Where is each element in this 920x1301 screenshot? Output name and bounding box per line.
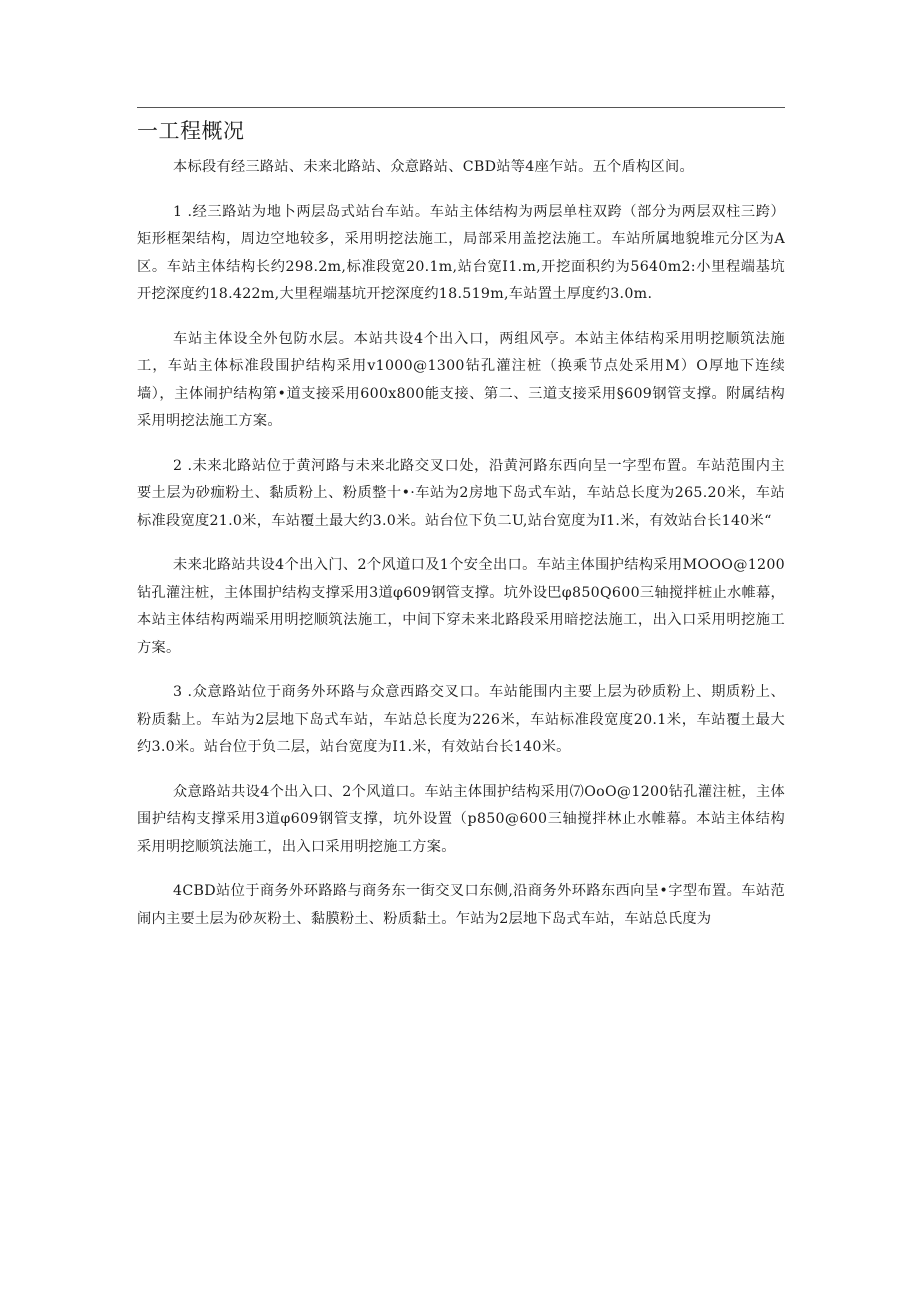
paragraph-station-3-detail: 众意路站共设4个出入口、2个风道口。车站主体围护结构采用⑺OoO@1200钻孔灌注桩，主体围护结构支撑采用3道φ609钢管支撑，坑外设置（p850@600三轴搅拌林止水帷幕。本站主体结构采用明挖顺筑法施工，出入口采用明挖施工方案。 <box>137 783 785 855</box>
document-body <box>137 154 785 950</box>
paragraph-station-2-detail: 未来北路站共设4个出入门、2个风道口及1个安全出口。车站主体围护结构采用MOOO@1200钻孔灌注桩，主体围护结构支撑采用3道φ609钢管支撑。坑外设巴φ850Q600三轴搅拌桩止水帷幕，本站主体结构两端采用明挖顺筑法施工，中间下穿未来北路段采用暗挖法施工，出入口采用明挖施工方案。 <box>137 557 785 656</box>
paragraph-station-3: 3 .众意路站位于商务外环路与众意西路交叉口。车站能围内主要上层为砂质粉上、期质粉上、粉质黏上。车站为2层地下岛式车站，车站总长度为226米，车站标准段宽度20.1米，车站覆土最大约3.0米。站台位于负二层，站台宽度为I1.米，有效站台长140米。 <box>137 684 785 755</box>
paragraph-intro: 本标段有经三路站、未来北路站、众意路站、CBD站等4座乍站。五个盾构区间。 <box>173 159 694 175</box>
header-rule <box>137 107 785 108</box>
paragraph-station-4: 4CBD站位于商务外环路路与商务东一街交叉口东侧,沿商务外环路东西向呈•字型布置。车站范闹内主要土层为砂灰粉土、黏膜粉土、粉质黏土。乍站为2层地下岛式车站，车站总氏度为 <box>137 883 785 927</box>
paragraph-station-1-detail: 车站主体设全外包防水层。本站共设4个出入口，两组风亭。本站主体结构采用明挖顺筑法施工，车站主体标准段围护结构采用v1000@1300钻孔灌注桩（换乘节点处采用M）O厚地下连续墙），主体闹护结构第•道支接采用600x800能支接、第二、三道支接采用§609钢管支撑。附属结构采用明挖法施工方案。 <box>137 330 785 429</box>
paragraph-station-2: 2 .未来北路站位于黄河路与未来北路交叉口处，沿黄河路东西向呈一字型布置。车站范围内主要土层为砂痂粉土、黏质粉上、粉质整十•·车站为2房地下岛式车站，车站总长度为265.20米，车站标准段宽度21.0米，车站覆土最大约3.0米。站台位下负二U,站台宽度为I1.米，有效站台长140米“ <box>137 457 785 529</box>
paragraph-station-1: 1 .经三路站为地卜两层岛式站台车站。车站主体结构为两层单柱双跨（部分为两层双柱三跨）矩形框架结构，周边空地较多，采用明挖法施工，局部采用盖挖法施工。车站所属地貌堆元分区为A区。车站主体结构长约298.2m,标准段宽20.1m,站台宽I1.m,开挖面积约为5640m2:小里程端基坑开挖深度约18.422m,大里程端基坑开挖深度约18.519m,车站置土厚度约3.0m. <box>137 203 785 302</box>
section-heading: 一工程概况 <box>137 119 245 143</box>
